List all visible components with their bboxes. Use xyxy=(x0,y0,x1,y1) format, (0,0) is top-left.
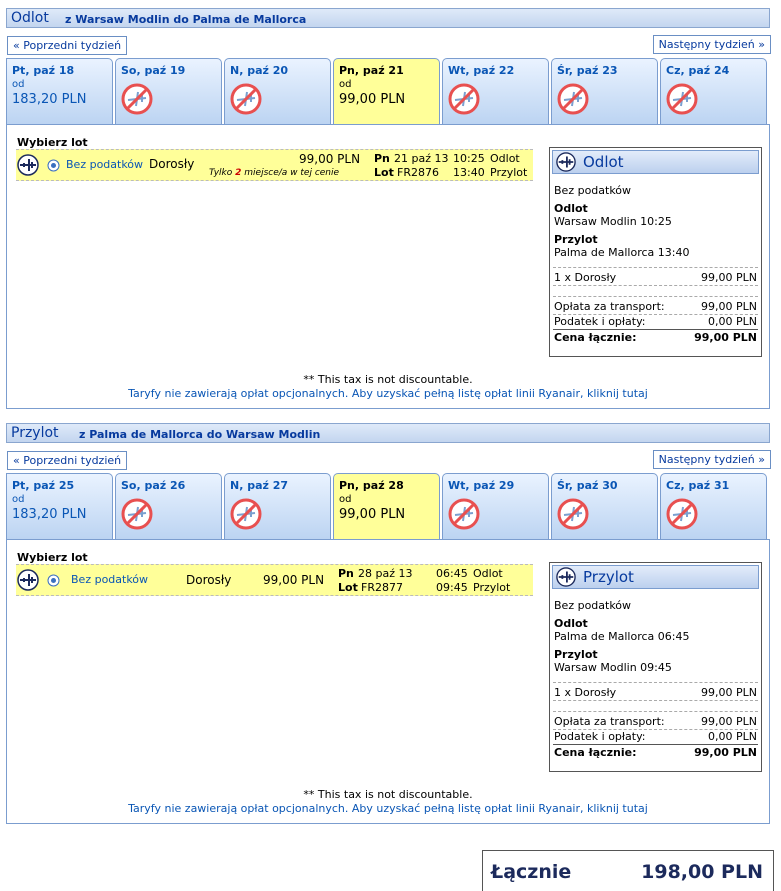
inbound-header-title: Przylot xyxy=(11,425,59,441)
summary-transport-label: Opłata za transport: xyxy=(554,300,665,313)
summary-arr-line: Warsaw Modlin 09:45 xyxy=(554,661,672,674)
no-flight-icon xyxy=(666,498,698,530)
summary-pax-value: 99,00 PLN xyxy=(701,686,757,699)
inbound-passenger-type: Dorosły xyxy=(186,573,232,587)
inbound-header-route: z Palma de Mallorca do Warsaw Modlin xyxy=(79,428,321,441)
grand-total-label: Łącznie xyxy=(491,861,572,883)
inbound-choose-flight-label: Wybierz lot xyxy=(17,551,88,564)
plane-icon xyxy=(556,152,576,172)
fare-radio-button[interactable] xyxy=(47,159,60,172)
outbound-prev-week-button[interactable]: « Poprzedni tydzień xyxy=(7,36,127,55)
outbound-header-title: Odlot xyxy=(11,10,49,26)
outbound-fees-link[interactable]: Taryfy nie zawierają opłat opcjonalnych. Aby uzyskać pełną listę opłat linii Ryanair, kliknij tutaj xyxy=(128,387,648,400)
inbound-day-tab[interactable] xyxy=(660,473,767,539)
outbound-next-week-button[interactable]: Następny tydzień » xyxy=(653,35,771,54)
outbound-flight-number: FR2876 xyxy=(397,166,439,179)
day-tab-label: So, paź 19 xyxy=(121,64,186,77)
inbound-panel xyxy=(6,539,770,824)
summary-tax-label: Podatek i opłaty: xyxy=(554,315,646,328)
plane-icon xyxy=(556,567,576,587)
no-flight-icon xyxy=(448,498,480,530)
inbound-day-abbr: Pn xyxy=(338,567,354,580)
outbound-day-abbr: Pn xyxy=(374,152,390,165)
outbound-flight-row[interactable] xyxy=(16,149,533,181)
plane-icon xyxy=(17,569,39,591)
outbound-choose-flight-label: Wybierz lot xyxy=(17,136,88,149)
outbound-dep-time: 10:25 xyxy=(453,152,485,165)
divider xyxy=(553,267,758,268)
summary-transport-value: 99,00 PLN xyxy=(701,715,757,728)
inbound-date: 28 paź 13 xyxy=(358,567,413,580)
divider xyxy=(553,296,758,297)
summary-dep-line: Warsaw Modlin 10:25 xyxy=(554,215,672,228)
day-tab-from-label: od xyxy=(12,494,25,505)
no-flight-icon xyxy=(121,83,153,115)
no-flight-icon xyxy=(230,498,262,530)
outbound-day-tab[interactable] xyxy=(551,58,658,124)
summary-pax-label: 1 x Dorosły xyxy=(554,271,617,284)
day-tab-label: Pn, paź 21 xyxy=(339,64,404,77)
grand-total-value: 198,00 PLN xyxy=(641,861,763,883)
day-tab-label: Śr, paź 23 xyxy=(557,64,618,77)
summary-tax-label: Podatek i opłaty: xyxy=(554,730,646,743)
divider xyxy=(553,700,758,701)
summary-tax-value: 0,00 PLN xyxy=(708,315,757,328)
inbound-dep-label: Odlot xyxy=(473,567,503,580)
inbound-next-week-button[interactable]: Następny tydzień » xyxy=(653,450,771,469)
outbound-day-tab[interactable] xyxy=(660,58,767,124)
day-tab-price: 183,20 PLN xyxy=(12,92,87,107)
day-tab-label: Pn, paź 28 xyxy=(339,479,404,492)
day-tab-label: N, paź 20 xyxy=(230,64,289,77)
summary-fare: Bez podatków xyxy=(554,184,632,197)
day-tab-price: 99,00 PLN xyxy=(339,92,406,107)
no-flight-icon xyxy=(448,83,480,115)
summary-transport-label: Opłata za transport: xyxy=(554,715,665,728)
day-tab-label: N, paź 27 xyxy=(230,479,289,492)
outbound-day-tab[interactable] xyxy=(115,58,222,124)
inbound-day-tab[interactable] xyxy=(333,473,440,539)
inbound-summary xyxy=(549,562,762,772)
summary-fare: Bez podatków xyxy=(554,599,632,612)
inbound-prev-week-button[interactable]: « Poprzedni tydzień xyxy=(7,451,127,470)
day-tab-label: Śr, paź 30 xyxy=(557,479,618,492)
summary-total-value: 99,00 PLN xyxy=(694,331,757,344)
outbound-passenger-type: Dorosły xyxy=(149,157,195,171)
summary-tax-value: 0,00 PLN xyxy=(708,730,757,743)
day-tab-from-label: od xyxy=(12,79,25,90)
inbound-flight-number: FR2877 xyxy=(361,581,403,594)
summary-total-value: 99,00 PLN xyxy=(694,746,757,759)
inbound-lot-label: Lot xyxy=(338,581,358,594)
outbound-seats-notice: Tylko 2 miejsce/a w tej cenie xyxy=(209,168,340,178)
seats-count: 2 xyxy=(235,168,242,178)
outbound-tax-note: ** This tax is not discountable. xyxy=(303,373,473,386)
summary-pax-value: 99,00 PLN xyxy=(701,271,757,284)
plane-icon xyxy=(17,154,39,176)
summary-dep-line: Palma de Mallorca 06:45 xyxy=(554,630,690,643)
inbound-day-tab[interactable] xyxy=(6,473,113,539)
divider xyxy=(553,711,758,712)
outbound-lot-label: Lot xyxy=(374,166,394,179)
day-tab-label: Pt, paź 25 xyxy=(12,479,75,492)
summary-total-label: Cena łącznie: xyxy=(554,746,637,759)
outbound-summary-title: Odlot xyxy=(583,153,624,171)
no-flight-icon xyxy=(666,83,698,115)
inbound-day-tab[interactable] xyxy=(551,473,658,539)
grand-total-box xyxy=(482,850,774,891)
summary-total-label: Cena łącznie: xyxy=(554,331,637,344)
outbound-fare-name[interactable]: Bez podatków xyxy=(66,158,144,171)
outbound-date: 21 paź 13 xyxy=(394,152,449,165)
day-tab-label: Wt, paź 22 xyxy=(448,64,515,77)
summary-dep-heading: Odlot xyxy=(554,202,588,215)
day-tab-price: 99,00 PLN xyxy=(339,507,406,522)
inbound-day-tab[interactable] xyxy=(442,473,549,539)
day-tab-label: Wt, paź 29 xyxy=(448,479,515,492)
inbound-fare-name[interactable]: Bez podatków xyxy=(71,573,149,586)
day-tab-label: Cz, paź 24 xyxy=(666,64,730,77)
inbound-fees-link[interactable]: Taryfy nie zawierają opłat opcjonalnych. Aby uzyskać pełną listę opłat linii Ryanair, kliknij tutaj xyxy=(128,802,648,815)
summary-transport-value: 99,00 PLN xyxy=(701,300,757,313)
no-flight-icon xyxy=(230,83,262,115)
summary-dep-heading: Odlot xyxy=(554,617,588,630)
outbound-summary xyxy=(549,147,762,357)
outbound-day-tab[interactable] xyxy=(6,58,113,124)
outbound-arr-time: 13:40 xyxy=(453,166,485,179)
divider xyxy=(553,682,758,683)
inbound-arr-label: Przylot xyxy=(473,581,511,594)
inbound-flight-row[interactable] xyxy=(16,564,533,596)
outbound-arr-label: Przylot xyxy=(490,166,528,179)
outbound-header xyxy=(6,8,770,28)
outbound-day-tab[interactable] xyxy=(224,58,331,124)
outbound-summary-header xyxy=(552,150,759,174)
summary-pax-label: 1 x Dorosły xyxy=(554,686,617,699)
outbound-header-route: z Warsaw Modlin do Palma de Mallorca xyxy=(65,13,307,26)
day-tab-from-label: od xyxy=(339,494,352,505)
summary-arr-heading: Przylot xyxy=(554,648,598,661)
inbound-dep-time: 06:45 xyxy=(436,567,468,580)
outbound-day-tab[interactable] xyxy=(442,58,549,124)
inbound-tax-note: ** This tax is not discountable. xyxy=(303,788,473,801)
day-tab-price: 183,20 PLN xyxy=(12,507,87,522)
day-tab-label: So, paź 26 xyxy=(121,479,186,492)
no-flight-icon xyxy=(557,498,589,530)
day-tab-from-label: od xyxy=(339,79,352,90)
inbound-header xyxy=(6,423,770,443)
outbound-day-tab[interactable] xyxy=(333,58,440,124)
no-flight-icon xyxy=(121,498,153,530)
inbound-day-tab[interactable] xyxy=(224,473,331,539)
divider xyxy=(553,285,758,286)
inbound-flight-price: 99,00 PLN xyxy=(263,573,325,587)
summary-arr-heading: Przylot xyxy=(554,233,598,246)
divider xyxy=(553,329,758,330)
inbound-arr-time: 09:45 xyxy=(436,581,468,594)
day-tab-label: Pt, paź 18 xyxy=(12,64,75,77)
divider xyxy=(553,744,758,745)
outbound-dep-label: Odlot xyxy=(490,152,520,165)
inbound-summary-title: Przylot xyxy=(583,568,634,586)
day-tab-label: Cz, paź 31 xyxy=(666,479,730,492)
outbound-flight-price: 99,00 PLN xyxy=(299,152,361,166)
fare-radio-button[interactable] xyxy=(47,574,60,587)
summary-arr-line: Palma de Mallorca 13:40 xyxy=(554,246,690,259)
inbound-day-tab[interactable] xyxy=(115,473,222,539)
inbound-summary-header xyxy=(552,565,759,589)
outbound-panel xyxy=(6,124,770,409)
no-flight-icon xyxy=(557,83,589,115)
